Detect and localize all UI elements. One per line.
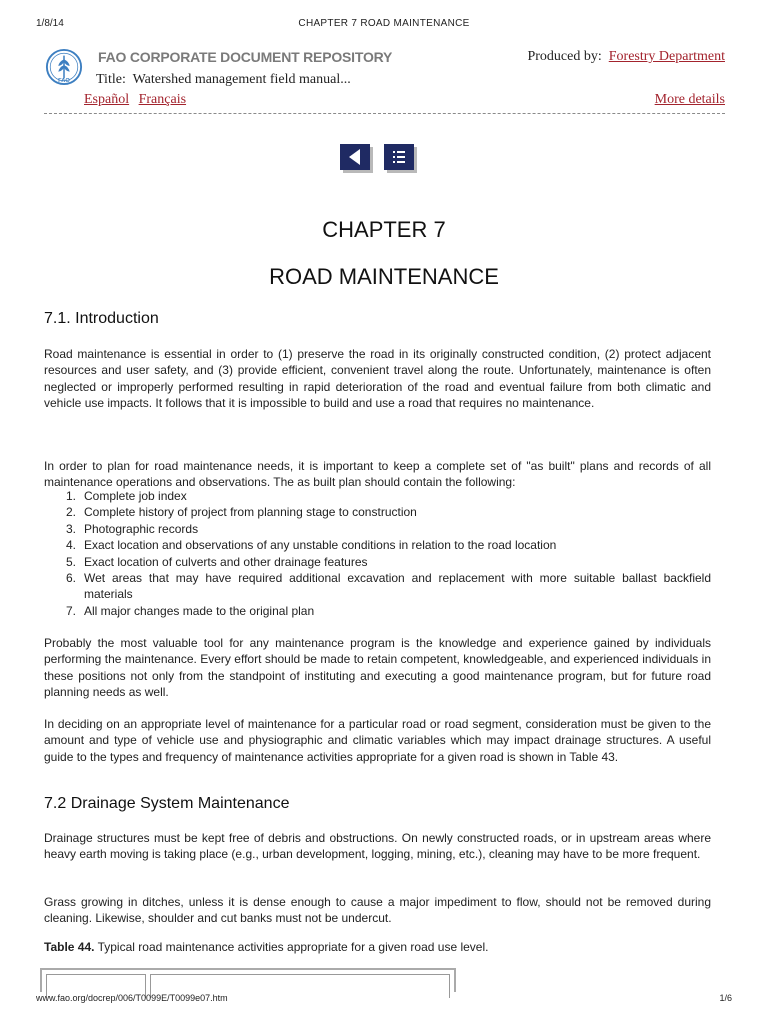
repository-title: FAO CORPORATE DOCUMENT REPOSITORY bbox=[98, 49, 393, 65]
paragraph: In deciding on an appropriate level of maintenance for a particular road or road segment, consideration must be given to the amount and type of vehicle use and physiographic and climatic variables which may impact drainage structures. A useful guide to the types and frequency of maintenance activities appropriate for a given road is shown in Table 43. bbox=[44, 717, 711, 764]
language-link-espanol[interactable]: Español bbox=[84, 92, 130, 107]
fao-logo-icon[interactable] bbox=[45, 48, 83, 86]
paragraph: In order to plan for road maintenance needs, it is important to keep a complete set of "as built" plans and records of all maintenance operations and observations. The as built plan should contain the following: bbox=[44, 459, 711, 490]
table-of-contents-button[interactable] bbox=[384, 144, 414, 170]
section-heading-introduction: 7.1. Introduction bbox=[44, 310, 159, 327]
list-item: 5. Exact location of culverts and other drainage features bbox=[66, 554, 368, 569]
fao-logo-text: FAO bbox=[58, 78, 70, 85]
title-value: Watershed management field manual... bbox=[132, 72, 351, 87]
paragraph: Probably the most valuable tool for any maintenance program is the knowledge and experience gained by individuals performing the maintenance. Every effort should be made to retain competent, knowledgeable, and experienced individuals in these positions not only from the standpoint of instituting and executing a good maintenance program, but for future road planning needs as well. bbox=[44, 636, 711, 700]
print-date: 1/8/14 bbox=[36, 18, 64, 29]
list-item: 3. Photographic records bbox=[66, 521, 199, 536]
title-label: Title: bbox=[96, 72, 126, 87]
paragraph: Road maintenance is essential in order to (1) preserve the road in its originally constructed condition, (2) protect adjacent resources and user safety, and (3) provide efficient, convenient travel along the route. Unfortunately, maintenance is often neglected or improperly performed resulting in rapid deterioration of the road and eventual failure from both climatic and vehicle use impacts. It follows that it is impossible to build and use a road that requires no maintenance. bbox=[44, 347, 711, 411]
header-divider bbox=[44, 113, 725, 114]
produced-by bbox=[527, 49, 725, 65]
more-details bbox=[655, 92, 725, 108]
table-caption-text: Typical road maintenance activities appropriate for a given road use level. bbox=[94, 940, 489, 954]
paragraph: Grass growing in ditches, unless it is dense enough to cause a major impediment to flow, should not be removed during cleaning. Likewise, shoulder and cut banks must not be undercut. bbox=[44, 895, 711, 926]
section-heading-drainage: 7.2 Drainage System Maintenance bbox=[44, 795, 290, 812]
produced-by-label: Produced by: bbox=[527, 49, 602, 64]
list-item: 7. All major changes made to the original plan bbox=[66, 603, 315, 618]
table-caption bbox=[44, 940, 488, 954]
back-arrow-icon bbox=[340, 144, 370, 170]
document-title bbox=[96, 72, 351, 88]
maintenance-table bbox=[40, 968, 456, 992]
list-item: 4. Exact location and observations of any unstable conditions in relation to the road location bbox=[66, 538, 557, 553]
more-details-link[interactable]: More details bbox=[654, 92, 725, 107]
language-links bbox=[84, 92, 192, 108]
list-item: 2. Complete history of project from planning stage to construction bbox=[66, 505, 417, 520]
as-built-plan-list bbox=[44, 488, 711, 619]
chapter-number: CHAPTER 7 bbox=[322, 217, 446, 242]
chapter-title: ROAD MAINTENANCE bbox=[269, 264, 499, 289]
back-button[interactable] bbox=[340, 144, 370, 170]
print-title: CHAPTER 7 ROAD MAINTENANCE bbox=[298, 18, 470, 29]
list-item: 6. Wet areas that may have required additional excavation and replacement with more suitable ballast backfield materials bbox=[66, 571, 711, 602]
page-url: www.fao.org/docrep/006/T0099E/T0099e07.htm bbox=[36, 993, 228, 1003]
table-caption-label: Table 44. bbox=[44, 940, 95, 954]
list-item: 1. Complete job index bbox=[66, 489, 187, 503]
page-number: 1/6 bbox=[719, 993, 732, 1003]
table-of-contents-icon bbox=[384, 144, 414, 170]
language-link-francais[interactable]: Français bbox=[138, 92, 187, 107]
print-header bbox=[36, 18, 732, 32]
forestry-department-link[interactable]: Forestry Department bbox=[608, 49, 725, 64]
paragraph: Drainage structures must be kept free of debris and obstructions. On newly constructed roads, or in upstream areas where heavy earth moving is taking place (e.g., urban development, logging, mining, etc.), cleaning may have to be more frequent. bbox=[44, 831, 711, 862]
